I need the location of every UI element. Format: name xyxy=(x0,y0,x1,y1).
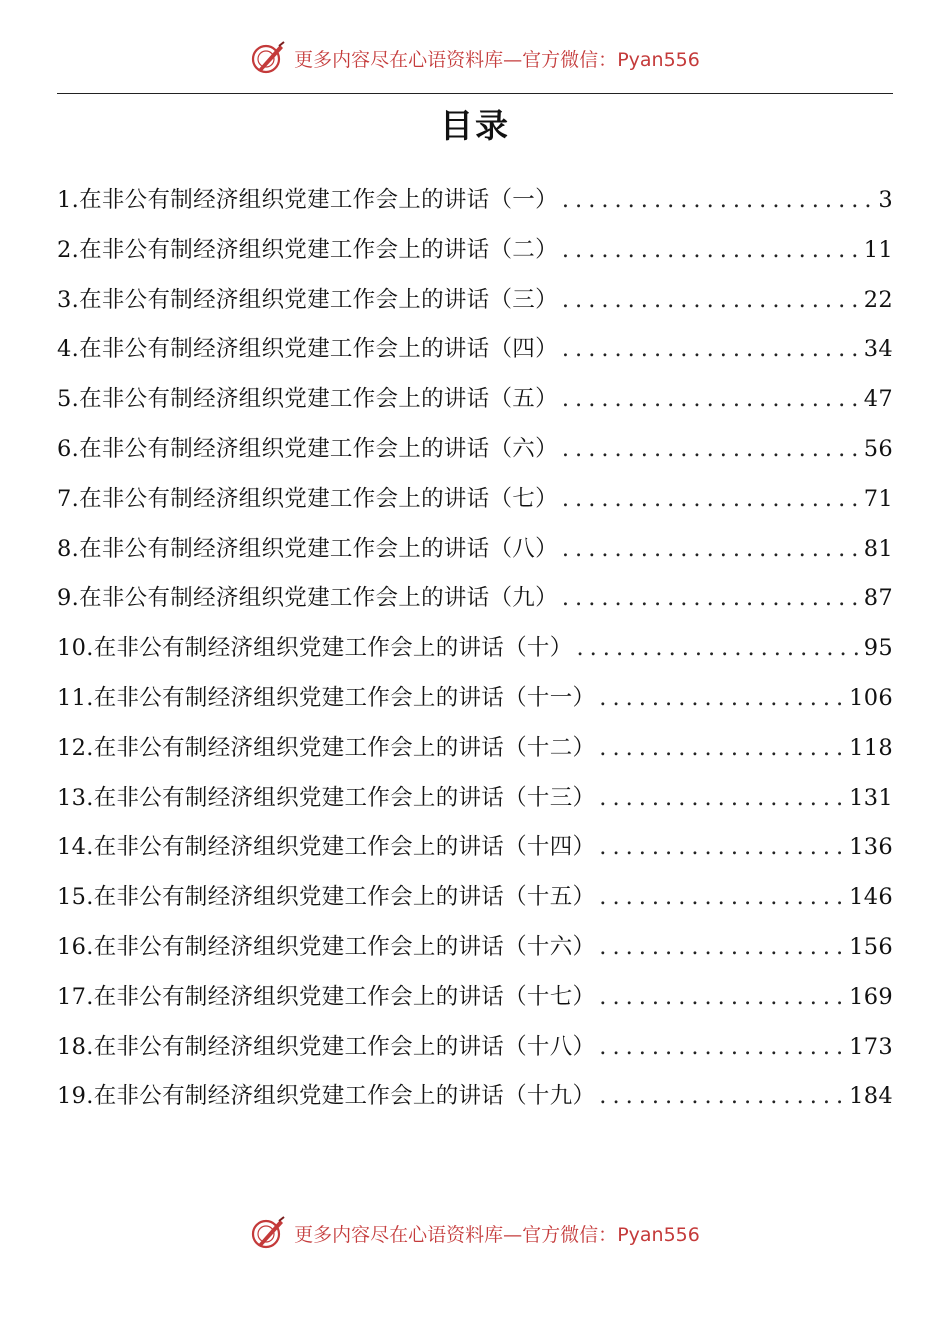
toc-entry-label: 在非公有制经济组织党建工作会上的讲话（六） xyxy=(79,435,558,462)
toc-entry-page: 169 xyxy=(849,983,893,1010)
toc-entry-number: 8. xyxy=(57,535,80,562)
toc-entry-number: 2. xyxy=(57,236,80,263)
toc-entry[interactable] xyxy=(57,778,893,828)
toc-entry[interactable] xyxy=(57,1027,893,1077)
toc-entry-page: 106 xyxy=(849,684,893,711)
toc-entry-page: 118 xyxy=(849,734,893,761)
toc-dot-leader xyxy=(599,678,845,718)
toc-dot-leader xyxy=(599,877,845,917)
banner-message xyxy=(294,45,700,72)
toc-entry-page: 81 xyxy=(863,535,893,562)
toc-entry-label: 在非公有制经济组织党建工作会上的讲话（十七） xyxy=(93,983,596,1010)
toc-entry-label: 在非公有制经济组织党建工作会上的讲话（十五） xyxy=(93,884,596,911)
toc-entry-number: 16. xyxy=(57,933,94,960)
toc-dot-leader xyxy=(599,977,845,1017)
toc-entry[interactable] xyxy=(57,1076,893,1126)
toc-entry-label: 在非公有制经济组织党建工作会上的讲话（九） xyxy=(79,585,558,612)
toc-entry-number: 5. xyxy=(57,386,80,413)
toc-entry-page: 131 xyxy=(849,784,893,811)
toc-entry-page: 146 xyxy=(849,884,893,911)
toc-dot-leader xyxy=(562,429,860,469)
toc-entry-number: 13. xyxy=(57,784,94,811)
toc-dot-leader xyxy=(562,180,874,220)
toc-dot-leader xyxy=(562,479,860,519)
toc-entry-label: 在非公有制经济组织党建工作会上的讲话（十四） xyxy=(93,834,596,861)
toc-entry-number: 9. xyxy=(57,585,80,612)
quill-logo-icon xyxy=(250,1215,286,1251)
toc-dot-leader xyxy=(577,628,860,668)
header-banner xyxy=(0,38,950,78)
banner-separator: — xyxy=(503,1223,523,1246)
quill-logo-icon xyxy=(250,40,286,76)
toc-entry-number: 6. xyxy=(57,435,80,462)
toc-dot-leader xyxy=(599,827,845,867)
toc-entry-number: 4. xyxy=(57,336,80,363)
toc-entry-label: 在非公有制经济组织党建工作会上的讲话（八） xyxy=(79,535,558,562)
toc-entry-page: 22 xyxy=(863,286,893,313)
toc-entry-label: 在非公有制经济组织党建工作会上的讲话（七） xyxy=(79,485,558,512)
toc-entry[interactable] xyxy=(57,180,893,230)
toc-entry-page: 71 xyxy=(863,485,893,512)
toc-entry-label: 在非公有制经济组织党建工作会上的讲话（三） xyxy=(79,286,558,313)
toc-entry[interactable] xyxy=(57,977,893,1027)
toc-entry[interactable] xyxy=(57,379,893,429)
toc-entry[interactable] xyxy=(57,280,893,330)
banner-contact-id: Pyan556 xyxy=(617,1223,700,1246)
toc-entry-number: 17. xyxy=(57,983,94,1010)
footer-banner xyxy=(0,1213,950,1253)
toc-dot-leader xyxy=(562,230,860,270)
toc-dot-leader xyxy=(599,778,845,818)
toc-entry-label: 在非公有制经济组织党建工作会上的讲话（十一） xyxy=(93,684,596,711)
toc-entry-label: 在非公有制经济组织党建工作会上的讲话（一） xyxy=(79,187,558,213)
banner-separator: — xyxy=(503,48,523,71)
page-title: 目录 xyxy=(440,106,510,145)
toc-dot-leader xyxy=(599,1076,845,1116)
toc-entry[interactable] xyxy=(57,429,893,479)
toc-dot-leader xyxy=(599,728,845,768)
toc-entry-number: 1. xyxy=(57,187,80,213)
toc-dot-leader xyxy=(562,578,860,618)
toc-entry-label: 在非公有制经济组织党建工作会上的讲话（十三） xyxy=(93,784,596,811)
toc-entry-page: 11 xyxy=(863,236,893,263)
banner-brand-text: 更多内容尽在心语资料库 xyxy=(294,1223,504,1246)
toc-dot-leader xyxy=(562,379,860,419)
toc-entry-label: 在非公有制经济组织党建工作会上的讲话（五） xyxy=(79,386,558,413)
banner-contact-id: Pyan556 xyxy=(617,48,700,71)
toc-entry[interactable] xyxy=(57,877,893,927)
toc-dot-leader xyxy=(599,1027,845,1067)
toc-entry[interactable] xyxy=(57,827,893,877)
banner-contact-label: 官方微信： xyxy=(522,1223,618,1246)
toc-entry-page: 87 xyxy=(863,585,893,612)
toc-entry-number: 3. xyxy=(57,286,80,313)
toc-entry-page: 3 xyxy=(878,187,893,213)
toc-entry[interactable] xyxy=(57,678,893,728)
banner-brand-text: 更多内容尽在心语资料库 xyxy=(294,48,504,71)
toc-entry-page: 136 xyxy=(849,834,893,861)
banner-message xyxy=(294,1220,700,1247)
toc-entry-page: 56 xyxy=(863,435,893,462)
toc-entry-label: 在非公有制经济组织党建工作会上的讲话（十六） xyxy=(93,933,596,960)
toc-entry[interactable] xyxy=(57,728,893,778)
toc-dot-leader xyxy=(562,280,860,320)
toc-dot-leader xyxy=(599,927,845,967)
header-rule xyxy=(57,93,893,94)
banner-contact-label: 官方微信： xyxy=(522,48,618,71)
toc-entry[interactable] xyxy=(57,927,893,977)
toc-entry-number: 10. xyxy=(57,635,94,662)
toc-entry[interactable] xyxy=(57,479,893,529)
toc-entry[interactable] xyxy=(57,578,893,628)
toc-entry[interactable] xyxy=(57,529,893,579)
toc-entry-number: 11. xyxy=(57,684,94,711)
toc-entry-page: 173 xyxy=(849,1033,893,1060)
toc-entry-label: 在非公有制经济组织党建工作会上的讲话（十八） xyxy=(93,1033,596,1060)
toc-entry-label: 在非公有制经济组织党建工作会上的讲话（二） xyxy=(79,236,558,263)
toc-entry-page: 47 xyxy=(863,386,893,413)
toc-entry-page: 95 xyxy=(863,635,893,662)
toc-dot-leader xyxy=(562,529,860,569)
toc-entry[interactable] xyxy=(57,329,893,379)
toc-entry-label: 在非公有制经济组织党建工作会上的讲话（十） xyxy=(93,635,573,662)
toc-entry-page: 34 xyxy=(863,336,893,363)
toc-entry-label: 在非公有制经济组织党建工作会上的讲话（十九） xyxy=(93,1083,596,1110)
toc-entry-number: 12. xyxy=(57,734,94,761)
toc-entry-number: 7. xyxy=(57,485,80,512)
table-of-contents xyxy=(57,180,893,1126)
toc-entry-number: 19. xyxy=(57,1083,94,1110)
toc-entry-number: 15. xyxy=(57,884,94,911)
toc-entry-number: 18. xyxy=(57,1033,94,1060)
toc-entry-number: 14. xyxy=(57,834,94,861)
toc-entry[interactable] xyxy=(57,230,893,280)
toc-entry[interactable] xyxy=(57,628,893,678)
toc-dot-leader xyxy=(562,329,860,369)
toc-entry-label: 在非公有制经济组织党建工作会上的讲话（四） xyxy=(79,336,558,363)
toc-entry-page: 156 xyxy=(849,933,893,960)
toc-entry-page: 184 xyxy=(849,1083,893,1110)
toc-entry-label: 在非公有制经济组织党建工作会上的讲话（十二） xyxy=(93,734,596,761)
